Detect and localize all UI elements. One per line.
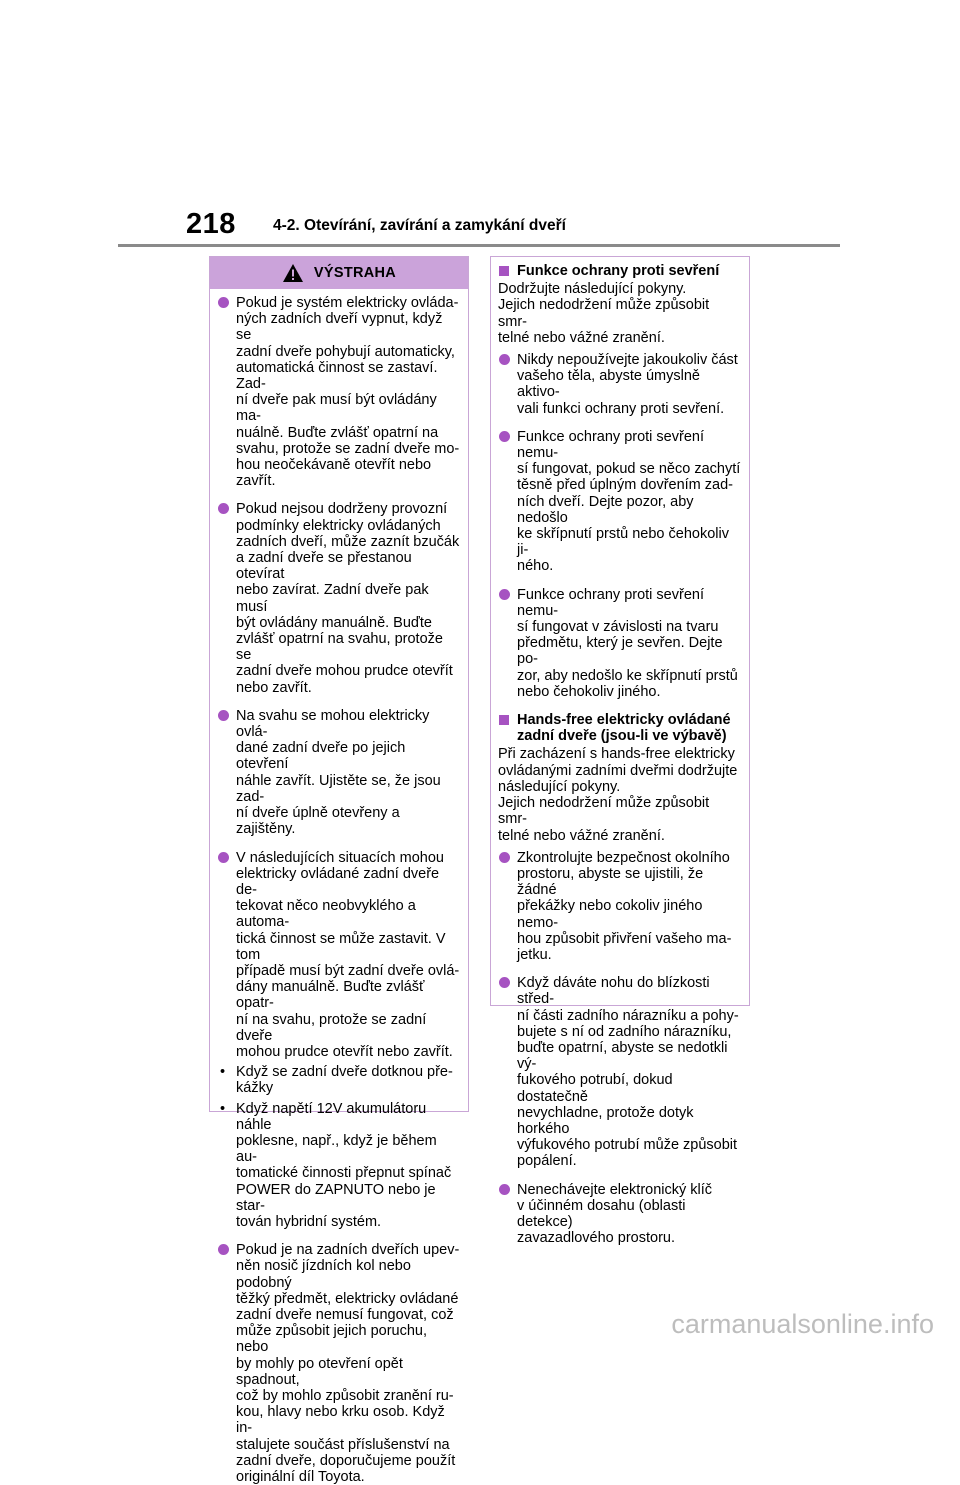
warning-box [209, 256, 469, 1485]
bullet-text: Zkontrolujte bezpečnost okolního prostoru, abyste se ujistili, že žádné překážky nebo cokoliv jiného nemo- hou způsobit přivření vašeho ma- jetku. [517, 849, 732, 963]
warning-bullet [217, 1242, 461, 1485]
square-bullet-icon [499, 266, 509, 276]
sub-list [217, 1064, 461, 1230]
section-intro: Při zacházení s hands-free elektricky ovládanými zadními dveřmi dodržujte následující pokyny. Jejich nedodržení může způsobit smr- telné nebo vážné zranění. [498, 746, 738, 844]
bullet-text: Pokud je systém elektricky ovláda- ných zadních dveří vypnut, když se zadní dveře pohybují automaticky, automatická činnost se zastaví. Zad- ní dveře pak musí být ovládány ma- nuálně. Buďte zvlášť opatrní na svahu, protože se zadní dveře mo- hou neočekávaně otevřít nebo zavřít. [236, 295, 460, 490]
info-bullet [498, 429, 742, 575]
warning-bullet [217, 850, 461, 1061]
circle-bullet-icon [499, 431, 510, 442]
sub-item [217, 1064, 461, 1096]
circle-bullet-icon [499, 977, 510, 988]
header-divider [118, 244, 840, 247]
dot-marker: • [220, 1064, 226, 1081]
circle-bullet-icon [499, 852, 510, 863]
circle-bullet-icon [499, 1184, 510, 1195]
bullet-text: Pokud je na zadních dveřích upev- něn nosič jízdních kol nebo podobný těžký předmět, elektricky ovládané zadní dveře nemusí fungovat, což může způsobit jejich poruchu, nebo by mohly po otevření opět spadnout, což by mohlo způsobit zranění ru- kou, hlavy nebo krku osob. Když in- stalujete součást příslušenství na zadní dveře, doporučujeme použít originální díl Toyota. [236, 1242, 460, 1485]
heading-text: Hands-free elektricky ovládané zadní dveře (jsou-li ve výbavě) [517, 712, 731, 745]
watermark: carmanualsonline.info [671, 1309, 934, 1339]
warning-bullet [217, 501, 461, 695]
warning-body [210, 289, 468, 1485]
warning-triangle-icon [282, 263, 304, 283]
section-intro: Dodržujte následující pokyny. Jejich nedodržení může způsobit smr- telné nebo vážné zranění. [498, 281, 710, 346]
bullet-text: Když dáváte nohu do blízkosti střed- ní části zadního nárazníku a pohy- bujete s ní od zadního nárazníku, buďte opatrní, abyste se nedotkli vý- fukového potrubí, dokud dostatečně nevychladne, protože dotyk horkého výfukového potrubí může způsobit popálení. [517, 975, 739, 1170]
circle-bullet-icon [218, 297, 229, 308]
bullet-text: Funkce ochrany proti sevření nemu- sí fungovat v závislosti na tvaru předmětu, který je sevřen. Dejte po- zor, aby nedošlo ke skřípnutí prstů nebo čehokoliv jiného. [517, 586, 738, 700]
bullet-text: Funkce ochrany proti sevření nemu- sí fungovat, pokud se něco zachytí těsně před úplným dovřením zad- ních dveří. Dejte pozor, aby nedošlo ke skřípnutí prstů nebo čehokoliv ji- ného. [517, 428, 741, 575]
info-body [491, 257, 749, 1246]
warning-bullet [217, 295, 461, 489]
circle-bullet-icon [499, 354, 510, 365]
warning-bullet [217, 708, 461, 838]
circle-bullet-icon [218, 1244, 229, 1255]
bullet-text: Nenechávejte elektronický klíč v účinném dosahu (oblasti detekce) zavazadlového prostoru. [517, 1181, 713, 1247]
bullet-text: Na svahu se mohou elektricky ovlá- dané zadní dveře po jejich otevření náhle zavřít. Ujistěte se, že jsou zad- ní dveře úplně otevřeny a zajištěny. [236, 707, 441, 838]
bullet-text: Nikdy nepoužívejte jakoukoliv část vašeho těla, abyste úmyslně aktivo- vali funkci ochrany proti sevření. [517, 352, 738, 417]
section-heading-handsfree [498, 712, 742, 744]
bullet-text: Pokud nejsou dodrženy provozní podmínky elektricky ovládaných zadních dveří, může zaznít bzučák a zadní dveře se přestanou otevírat nebo zavírat. Zadní dveře pak musí být ovládány manuálně. Buďte zvlášť opatrní na svahu, protože se zadní dveře mohou prudce otevřít nebo zavřít. [236, 501, 460, 696]
info-bullet [498, 1182, 742, 1247]
sub-item [217, 1101, 461, 1231]
section-heading-pinch [498, 263, 742, 279]
section-title: 4-2. Otevírání, zavírání a zamykání dveří [273, 217, 566, 234]
square-bullet-icon [499, 715, 509, 725]
info-bullet [498, 587, 742, 700]
warning-title: VÝSTRAHA [313, 265, 397, 281]
circle-bullet-icon [218, 852, 229, 863]
sub-item-text: Když se zadní dveře dotknou pře- kážky [236, 1064, 453, 1097]
page-number: 218 [186, 208, 236, 240]
dot-marker: • [220, 1100, 226, 1117]
circle-bullet-icon [218, 503, 229, 514]
circle-bullet-icon [218, 710, 229, 721]
warning-header [210, 257, 468, 289]
bullet-text: V následujících situacích mohou elektricky ovládané zadní dveře de- tekovat něco neobvyklého a automa- tická činnost se může zastavit. V tom případě musí být zadní dveře ovlá- dány manuálně. Buďte zvlášť opatr- ní na svahu, protože se zadní dveře mohou prudce otevřít nebo zavřít. [236, 849, 460, 1060]
info-box [490, 256, 750, 1247]
heading-text: Funkce ochrany proti sevření [517, 263, 720, 279]
circle-bullet-icon [499, 589, 510, 600]
info-bullet [498, 352, 742, 417]
sub-item-text: Když napětí 12V akumulátoru náhle poklesne, např., když je během au- tomatické činnosti přepnut spínač POWER do ZAPNUTO nebo je star- tován hybridní systém. [236, 1100, 452, 1230]
info-bullet [498, 975, 742, 1169]
info-bullet [498, 850, 742, 963]
